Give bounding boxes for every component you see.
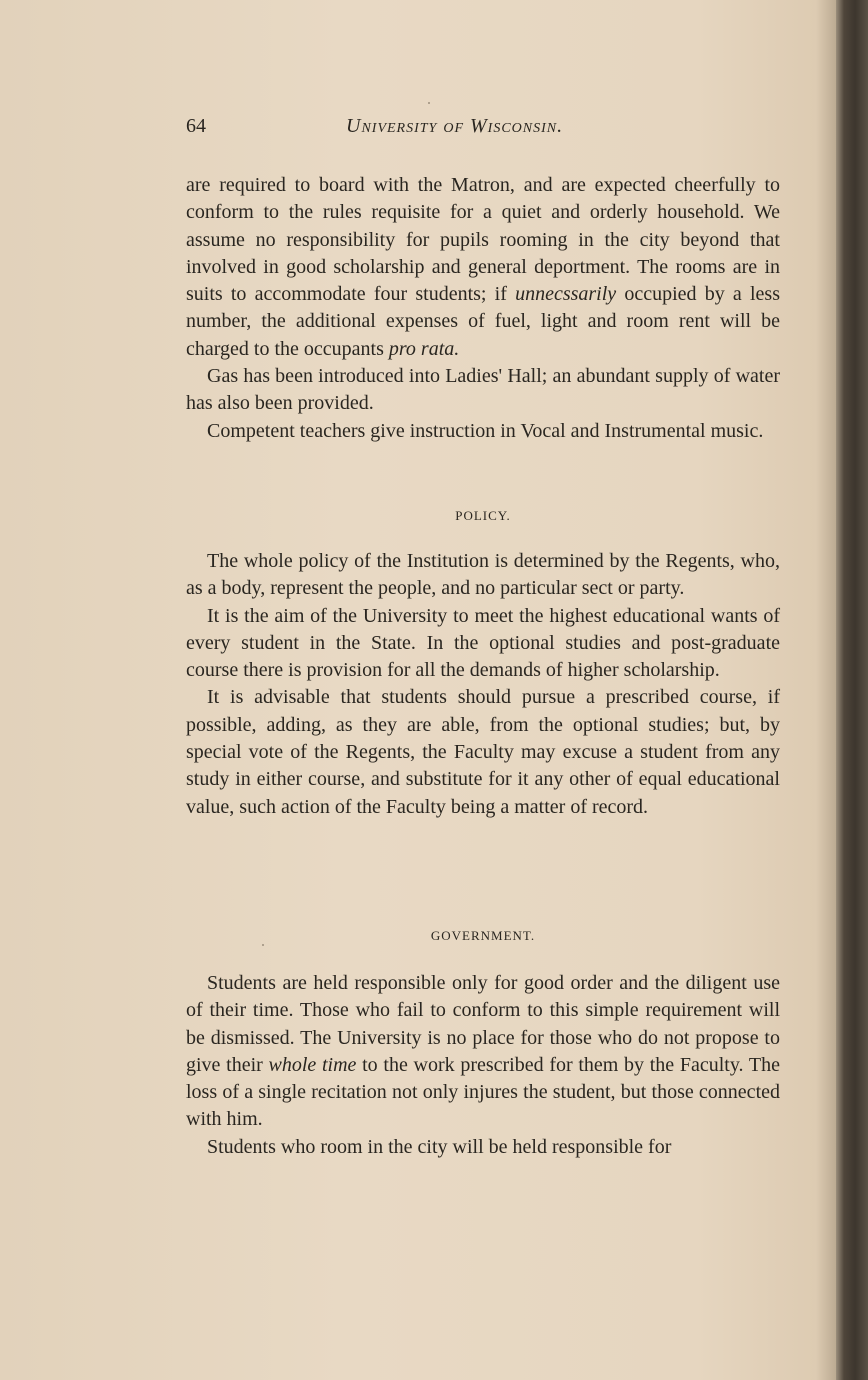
paper-speck bbox=[428, 102, 430, 104]
section-heading-policy: POLICY. bbox=[455, 508, 511, 523]
paragraph-policy-aim: It is the aim of the University to meet the highest educational wants of every student in the State. In the optional studies and post-graduate course there is provision for all the demands of higher scholarship. bbox=[186, 604, 780, 682]
paragraph-board-with-matron bbox=[186, 172, 780, 363]
paragraph-government-order bbox=[186, 970, 780, 1134]
page-number: 64 bbox=[186, 115, 206, 137]
italic-word: unnecssarily bbox=[515, 283, 617, 306]
text-run: to the work prescribed for them by the Faculty. The loss of a single recitation not only injures the student, but those connected with him. bbox=[186, 1053, 780, 1131]
running-title: University of Wisconsin. bbox=[346, 115, 564, 137]
italic-phrase: whole time bbox=[268, 1053, 357, 1076]
section-heading-government: GOVERNMENT. bbox=[430, 928, 536, 943]
text-run: are required to board with the Matron, and are expected cheerfully to conform to the rules requisite for a quiet and orderly household. We assume no responsibility for pupils rooming in the city beyond that involved in good scholarship and general deportment. The rooms are in suits to accommodate four students; if bbox=[186, 174, 780, 306]
paragraph-music: Competent teachers give instruction in Vocal and Instrumental music. bbox=[207, 419, 764, 442]
paragraph-policy-course: It is advisable that students should pursue a prescribed course, if possible, adding, as they are able, from the optional studies; but, by special vote of the Regents, the Faculty may excuse a student from any study in either course, and substitute for it any other of equal educational value, such action of the Faculty being a matter of record. bbox=[186, 686, 780, 818]
policy-text-block bbox=[186, 548, 780, 821]
government-text-block bbox=[186, 970, 780, 1161]
italic-phrase: pro rata. bbox=[388, 337, 460, 360]
book-binding-gutter bbox=[836, 0, 868, 1380]
paper-speck bbox=[262, 944, 264, 946]
paragraph-government-city: Students who room in the city will be held responsible for bbox=[207, 1135, 672, 1158]
text-run: Students are held responsible only for good order and the diligent use of their time. Those who fail to conform to this simple requirement will be dismissed. The University is no place for those who do not propose to give their bbox=[186, 972, 780, 1076]
paragraph-gas: Gas has been introduced into Ladies' Hall; an abundant supply of water has also been provided. bbox=[186, 365, 780, 415]
opening-text-block bbox=[186, 172, 780, 445]
paragraph-policy-regents: The whole policy of the Institution is determined by the Regents, who, as a body, represent the people, and no particular sect or party. bbox=[186, 550, 780, 600]
page-header bbox=[186, 115, 780, 145]
text-run: occupied by a less number, the additional expenses of fuel, light and room rent will be charged to the occupants bbox=[186, 283, 780, 360]
